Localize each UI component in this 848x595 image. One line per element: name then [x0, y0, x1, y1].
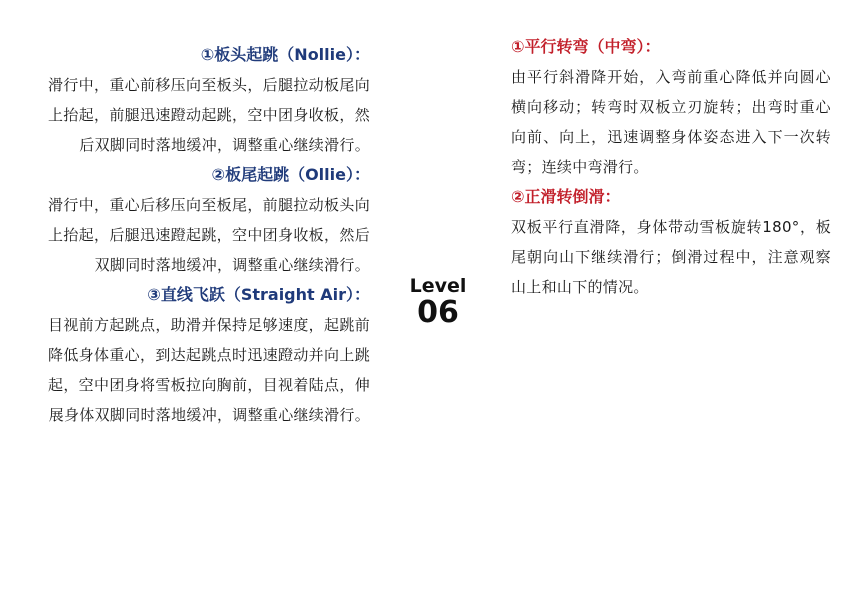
section-heading: ②板尾起跳（Ollie）：: [211, 165, 370, 184]
level-label: Level: [409, 275, 467, 297]
section-straight-air: [48, 280, 370, 430]
section-ollie: [48, 160, 370, 280]
section-body: 滑行中，重心前移压向至板头，后腿拉动板尾向上抬起，前腿迅速蹬动起跳，空中团身收板，然后双脚同时落地缓冲，调整重心继续滑行。: [48, 76, 370, 154]
section-heading: ③直线飞跃（Straight Air）：: [147, 285, 370, 304]
section-body: 由平行斜滑降开始，入弯前重心降低并向圆心横向移动；转弯时双板立刃旋转；出弯时重心向前、向上，迅速调整身体姿态进入下一次转弯；连续中弯滑行。: [511, 68, 831, 176]
section-body: 滑行中，重心后移压向至板尾，前腿拉动板头向上抬起，后腿迅速蹬起跳，空中团身收板，然后双脚同时落地缓冲，调整重心继续滑行。: [48, 196, 370, 274]
section-forward-to-switch: [511, 182, 831, 302]
section-heading: ①板头起跳（Nollie）：: [200, 45, 370, 64]
right-column: [511, 32, 831, 302]
left-column: [48, 40, 370, 430]
section-body: 目视前方起跳点，助滑并保持足够速度，起跳前降低身体重心，到达起跳点时迅速蹬动并向上跳起，空中团身将雪板拉向胸前，目视着陆点，伸展身体双脚同时落地缓冲，调整重心继续滑行。: [48, 316, 370, 424]
section-body: 双板平行直滑降，身体带动雪板旋转180°，板尾朝向山下继续滑行；倒滑过程中，注意观察山上和山下的情况。: [511, 218, 831, 296]
section-heading: ①平行转弯（中弯）：: [511, 37, 661, 56]
section-parallel-turn: [511, 32, 831, 182]
level-badge: [400, 275, 476, 329]
level-number: 06: [417, 295, 459, 330]
section-nollie: [48, 40, 370, 160]
section-heading: ②正滑转倒滑：: [511, 187, 621, 206]
